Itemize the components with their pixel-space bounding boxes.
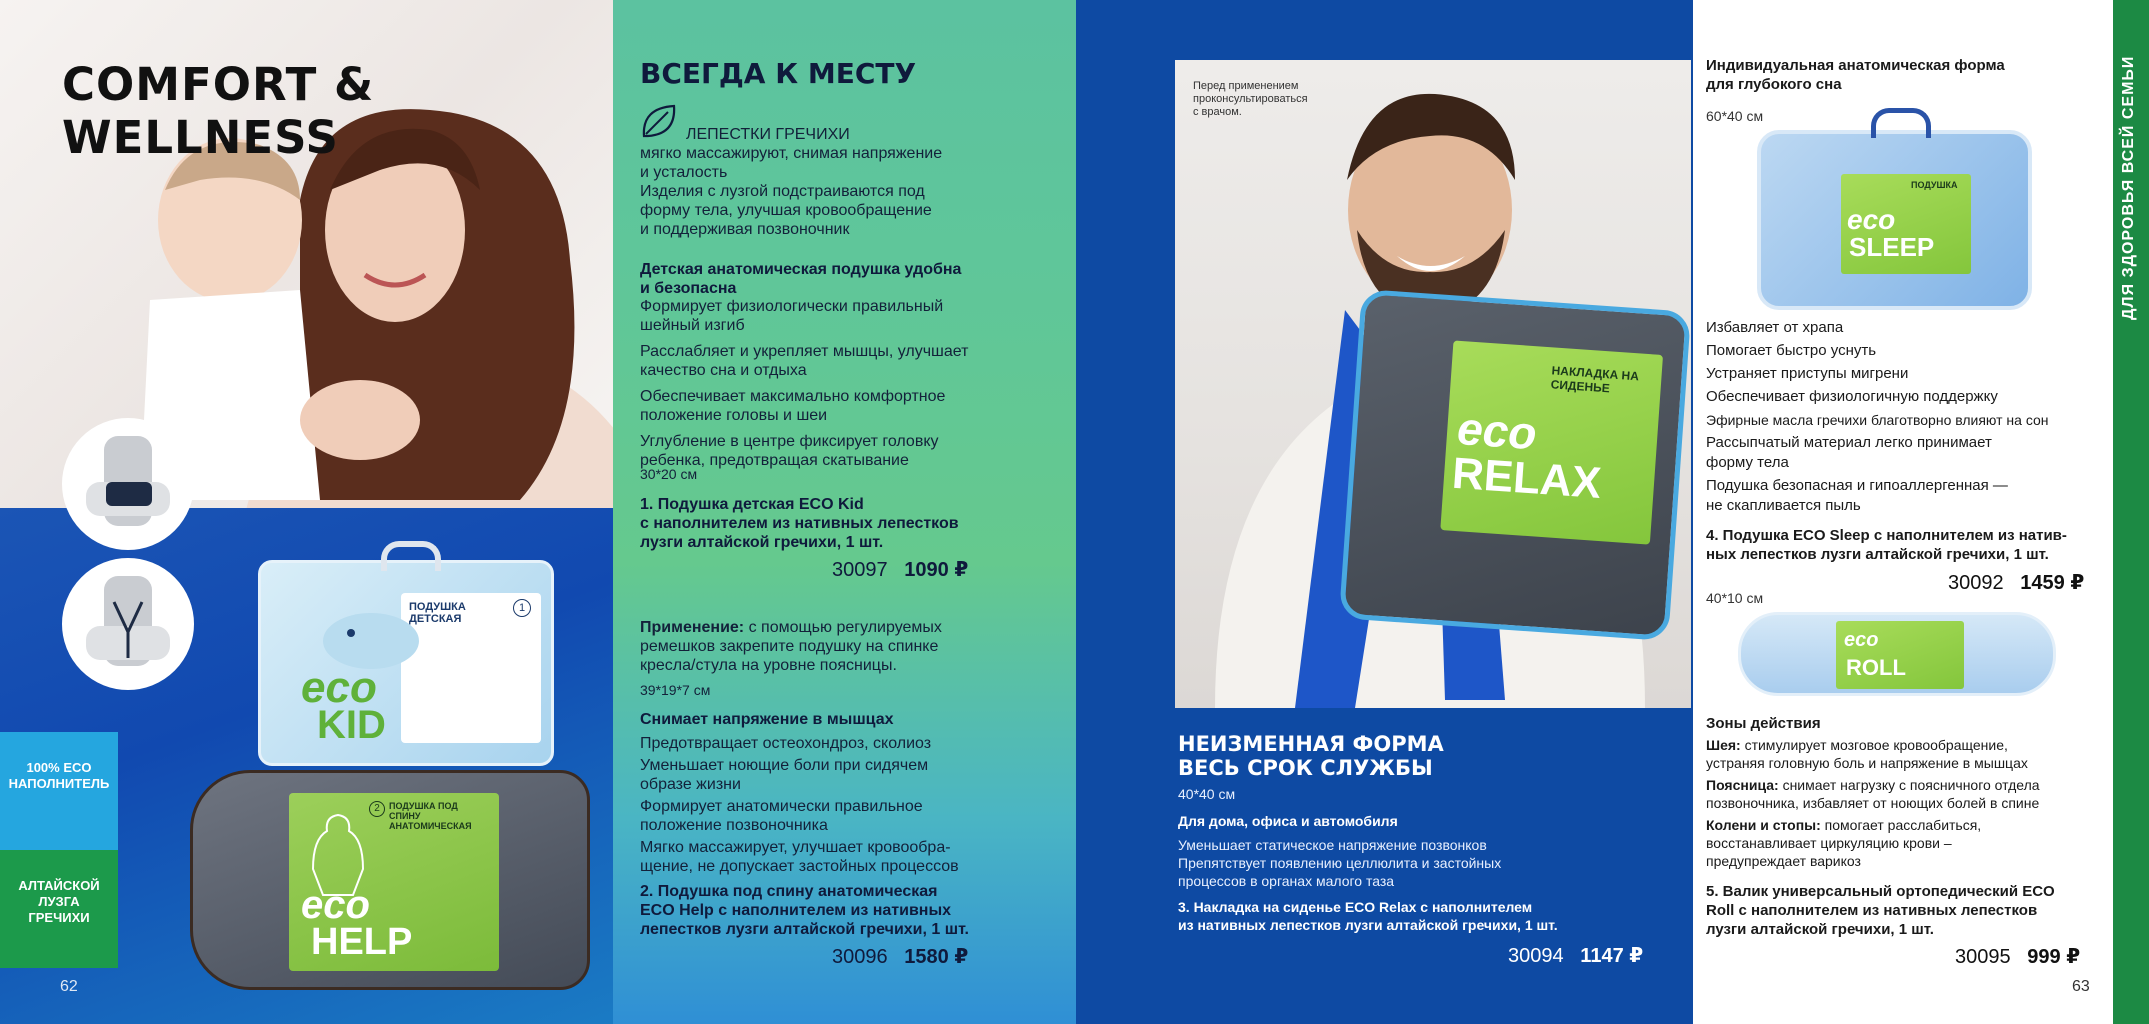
relax-line: Препятствует появлению целлюлита и застойных xyxy=(1178,855,1502,871)
help-size: 39*19*7 см xyxy=(640,682,711,698)
sleep-point xyxy=(1706,364,2106,384)
help-label-panel xyxy=(289,793,499,971)
help-price-line xyxy=(832,944,968,969)
help-points xyxy=(640,734,1060,876)
usage-label: Применение: xyxy=(640,619,745,636)
help-code: 30096 xyxy=(832,946,888,968)
sleep-point-line: Избавляет от храпа xyxy=(1706,319,1844,336)
zone-text: позвоночника, избавляет от ноющих болей в спине xyxy=(1706,795,2040,811)
roll-product-line: лузги алтайской гречихи, 1 шт. xyxy=(1706,921,1934,938)
help-point xyxy=(640,756,1060,794)
sleep-point-line: Устраняет приступы мигрени xyxy=(1706,365,1909,382)
zone-text: снимает нагрузку с поясничного отдела xyxy=(1778,777,2040,793)
help-name-text: HELP xyxy=(311,921,413,963)
petals-line: Изделия с лузгой подстраиваются под xyxy=(640,183,925,200)
note-line: проконсультироваться xyxy=(1193,93,1308,105)
kid-heading xyxy=(640,260,1060,298)
zone-line xyxy=(1706,816,2106,834)
sleep-point xyxy=(1706,387,2106,407)
kid-product-line: с наполнителем из нативных лепестков xyxy=(640,515,959,532)
roll-product-line: Roll с наполнителем из нативных лепестков xyxy=(1706,902,2038,919)
kid-point-line: качество сна и отдыха xyxy=(640,362,807,379)
roll-product-line: 5. Валик универсальный ортопедический ECO xyxy=(1706,883,2055,900)
help-price: 1580 ₽ xyxy=(904,946,969,968)
help-point-line: положение позвоночника xyxy=(640,817,828,834)
roll-code: 30095 xyxy=(1955,946,2011,968)
side-strip-text: ДЛЯ ЗДОРОВЬЯ ВСЕЙ СЕМЬИ xyxy=(2120,55,2137,320)
sleep-price: 1459 ₽ xyxy=(2020,572,2085,594)
relax-product-name xyxy=(1178,898,1678,934)
doctor-note xyxy=(1193,80,1308,119)
help-product-line: 2. Подушка под спину анатомическая xyxy=(640,883,938,900)
page-number-right: 63 xyxy=(2072,978,2090,995)
help-point-line: образе жизни xyxy=(640,776,741,793)
relax-product-line: 3. Накладка на сиденье ECO Relax с наполнителем xyxy=(1178,899,1533,915)
zones-list xyxy=(1706,736,2106,870)
roll-size: 40*10 см xyxy=(1706,590,1764,606)
petals-line: форму тела, улучшая кровообращение xyxy=(640,202,932,219)
zone-text: восстанавливает циркуляцию крови – xyxy=(1706,835,1952,851)
roll-price: 999 ₽ xyxy=(2027,946,2081,968)
buckwheat-husk-badge xyxy=(0,850,118,968)
kid-price-line xyxy=(832,557,968,582)
help-point xyxy=(640,797,1060,835)
sleep-code: 30092 xyxy=(1948,572,2004,594)
sleep-point xyxy=(1706,433,2106,473)
roll-eco-text: eco xyxy=(1844,629,1879,651)
kid-name-text: KID xyxy=(317,703,386,747)
sleep-heading-line: Индивидуальная анатомическая форма xyxy=(1706,57,2005,74)
zone-label: Шея: xyxy=(1706,737,1741,753)
help-point xyxy=(640,838,1060,876)
help-point-line: Уменьшает ноющие боли при сидячем xyxy=(640,757,929,774)
usage-text: ремешков закрепите подушку на спинке xyxy=(640,638,939,655)
eco-sleep-package xyxy=(1757,130,2032,310)
kid-point-line: ребенка, предотвращая скатывание xyxy=(640,452,909,469)
kid-product-name xyxy=(640,495,1060,552)
eco-roll-package xyxy=(1738,612,2056,696)
relax-price-line xyxy=(1508,943,1643,968)
relax-label-text: НАКЛАДКА НА СИДЕНЬЕ xyxy=(1550,363,1640,396)
chair-back-icon xyxy=(66,562,190,686)
eco-relax-package xyxy=(1339,289,1691,641)
usage-block xyxy=(640,618,1060,675)
kid-point-line: Обеспечивает максимально комфортное xyxy=(640,388,946,405)
chair-diagram-bottom xyxy=(62,558,194,690)
zone-text: стимулирует мозговое кровообращение, xyxy=(1740,737,2008,753)
petals-description xyxy=(640,144,1060,239)
man-photo xyxy=(1175,60,1691,708)
kid-point-line: Углубление в центре фиксирует головку xyxy=(640,433,939,450)
usage-text: кресла/стула на уровне поясницы. xyxy=(640,657,897,674)
kid-product-line: 1. Подушка детская ECO Kid xyxy=(640,496,864,513)
sleep-product-name xyxy=(1706,526,2106,564)
zones-heading: Зоны действия xyxy=(1706,715,1821,732)
sleep-points xyxy=(1706,318,2106,516)
zone-line xyxy=(1706,776,2106,794)
sleep-point-line: Подушка безопасная и гипоаллергенная — xyxy=(1706,477,2008,494)
package-handle xyxy=(381,541,441,571)
kid-points xyxy=(640,297,1060,470)
sleep-heading xyxy=(1706,56,2005,94)
chair-diagram-top xyxy=(62,418,194,550)
help-label-text: ПОДУШКА ПОД СПИНУ АНАТОМИЧЕСКАЯ xyxy=(389,801,472,831)
kid-point xyxy=(640,432,1060,470)
kid-size: 30*20 см xyxy=(640,466,698,482)
petals-title: ЛЕПЕСТКИ ГРЕЧИХИ xyxy=(686,126,850,143)
help-point-line: Формирует анатомически правильное xyxy=(640,798,923,815)
zone-item xyxy=(1706,816,2106,870)
kid-heading-line: и безопасна xyxy=(640,280,737,297)
green-heading: ВСЕГДА К МЕСТУ xyxy=(640,57,917,90)
kid-heading-line: Детская анатомическая подушка удобна xyxy=(640,261,962,278)
zone-item xyxy=(1706,776,2106,812)
petals-line: и поддерживая позвоночник xyxy=(640,221,850,238)
relax-product-line: из нативных лепестков лузги алтайской гречихи, 1 шт. xyxy=(1178,917,1558,933)
sleep-handle xyxy=(1871,108,1931,138)
roll-price-line xyxy=(1955,944,2080,969)
kid-point-line: шейный изгиб xyxy=(640,317,745,334)
left-page xyxy=(0,0,613,1024)
help-point xyxy=(640,734,1060,753)
page-title: COMFORT & WELLNESS xyxy=(62,58,375,164)
sleep-name-text: SLEEP xyxy=(1849,232,1935,262)
petals-line: мягко массажируют, снимая напряжение xyxy=(640,145,943,162)
roll-name-text: ROLL xyxy=(1846,655,1906,680)
usage-line xyxy=(640,618,1060,637)
eco-help-package xyxy=(190,770,590,990)
relax-heading xyxy=(1178,732,1444,780)
help-point-line: щение, не допускает застойных процессов xyxy=(640,858,959,875)
help-product-line: ECO Help с наполнителем из нативных xyxy=(640,902,952,919)
roll-product-name xyxy=(1706,882,2106,939)
sleep-point-line: Эфирные масла гречихи благотворно влияют на сон xyxy=(1706,412,2049,428)
relax-code: 30094 xyxy=(1508,945,1564,967)
sleep-label-panel xyxy=(1841,174,1971,274)
sleep-point-line: форму тела xyxy=(1706,454,1789,471)
kid-label-text: ПОДУШКА ДЕТСКАЯ xyxy=(409,601,466,625)
buckwheat-husk-badge-text: АЛТАЙСКОЙ ЛУЗГА ГРЕЧИХИ xyxy=(18,878,100,925)
kid-number: 1 xyxy=(513,599,531,617)
relax-subheading: Для дома, офиса и автомобиля xyxy=(1178,813,1398,829)
sleep-point-line: Рассыпчатый материал легко принимает xyxy=(1706,434,1992,451)
kid-point-line: Расслабляет и укрепляет мышцы, улучшает xyxy=(640,343,969,360)
sleep-eco-text: eco xyxy=(1847,204,1896,235)
zone-text: предупреждает варикоз xyxy=(1706,853,1861,869)
help-point-line: Предотвращает остеохондроз, сколиоз xyxy=(640,735,932,752)
sleep-size: 60*40 см xyxy=(1706,108,1764,124)
sleep-product-line: 4. Подушка ECO Sleep с наполнителем из натив- xyxy=(1706,527,2067,544)
usage-text: с помощью регулируемых xyxy=(744,619,942,636)
zone-text: помогает расслабиться, xyxy=(1820,817,1982,833)
zone-line xyxy=(1706,736,2106,754)
kid-point xyxy=(640,297,1060,335)
relax-heading-line: НЕИЗМЕННАЯ ФОРМА xyxy=(1178,732,1444,756)
relax-size: 40*40 см xyxy=(1178,786,1236,802)
note-line: с врачом. xyxy=(1193,106,1242,118)
petals-line: и усталость xyxy=(640,164,728,181)
sleep-point xyxy=(1706,410,2106,430)
relax-label-panel xyxy=(1440,340,1663,544)
eco-kid-package xyxy=(258,560,554,766)
kid-product-line: лузги алтайской гречихи, 1 шт. xyxy=(640,534,884,551)
help-point-line: Мягко массажирует, улучшает кровообра- xyxy=(640,839,951,856)
zone-item xyxy=(1706,736,2106,772)
kid-point-line: Формирует физиологически правильный xyxy=(640,298,944,315)
zone-label: Колени и стопы: xyxy=(1706,817,1821,833)
note-line: Перед применением xyxy=(1193,80,1299,92)
sleep-point-line: не скапливается пыль xyxy=(1706,497,1861,514)
relax-name-text: RELAX xyxy=(1450,448,1603,508)
roll-label-panel xyxy=(1836,621,1964,689)
help-number: 2 xyxy=(369,801,385,817)
sleep-point-line: Обеспечивает физиологичную поддержку xyxy=(1706,388,1998,405)
relax-price: 1147 ₽ xyxy=(1580,945,1644,967)
sleep-point xyxy=(1706,318,2106,338)
kid-price: 1090 ₽ xyxy=(904,559,969,581)
sleep-heading-line: для глубокого сна xyxy=(1706,76,1842,93)
sleep-label-text: ПОДУШКА xyxy=(1911,180,1958,190)
relax-description xyxy=(1178,836,1678,890)
eco-filler-badge-text: 100% ECO НАПОЛНИТЕЛЬ xyxy=(8,760,110,791)
sleep-point-line: Помогает быстро уснуть xyxy=(1706,342,1877,359)
help-eco-text: eco xyxy=(301,883,370,927)
sleep-price-line xyxy=(1948,570,2084,595)
kid-point-line: положение головы и шеи xyxy=(640,407,828,424)
help-product-line: лепестков лузги алтайской гречихи, 1 шт. xyxy=(640,921,969,938)
relax-eco-text: eco xyxy=(1455,401,1539,460)
help-product-name xyxy=(640,882,1060,939)
relax-heading-line: ВЕСЬ СРОК СЛУЖБЫ xyxy=(1178,756,1433,780)
zone-label: Поясница: xyxy=(1706,777,1779,793)
relax-line: Уменьшает статическое напряжение позвонков xyxy=(1178,837,1487,853)
leaf-icon xyxy=(638,100,680,142)
eco-filler-badge xyxy=(0,732,118,850)
chair-seat-icon xyxy=(66,422,190,546)
page-number-left: 62 xyxy=(60,978,78,995)
kid-point xyxy=(640,342,1060,380)
kid-eco-text: eco xyxy=(301,663,377,712)
kid-point xyxy=(640,387,1060,425)
zone-text: устраняя головную боль и напряжение в мышцах xyxy=(1706,755,2028,771)
sleep-product-line: ных лепестков лузги алтайской гречихи, 1 шт. xyxy=(1706,546,2049,563)
kid-code: 30097 xyxy=(832,559,888,581)
sleep-point xyxy=(1706,476,2106,516)
help-heading: Снимает напряжение в мышцах xyxy=(640,711,894,728)
relax-line: процессов в органах малого таза xyxy=(1178,873,1395,889)
sleep-point xyxy=(1706,341,2106,361)
